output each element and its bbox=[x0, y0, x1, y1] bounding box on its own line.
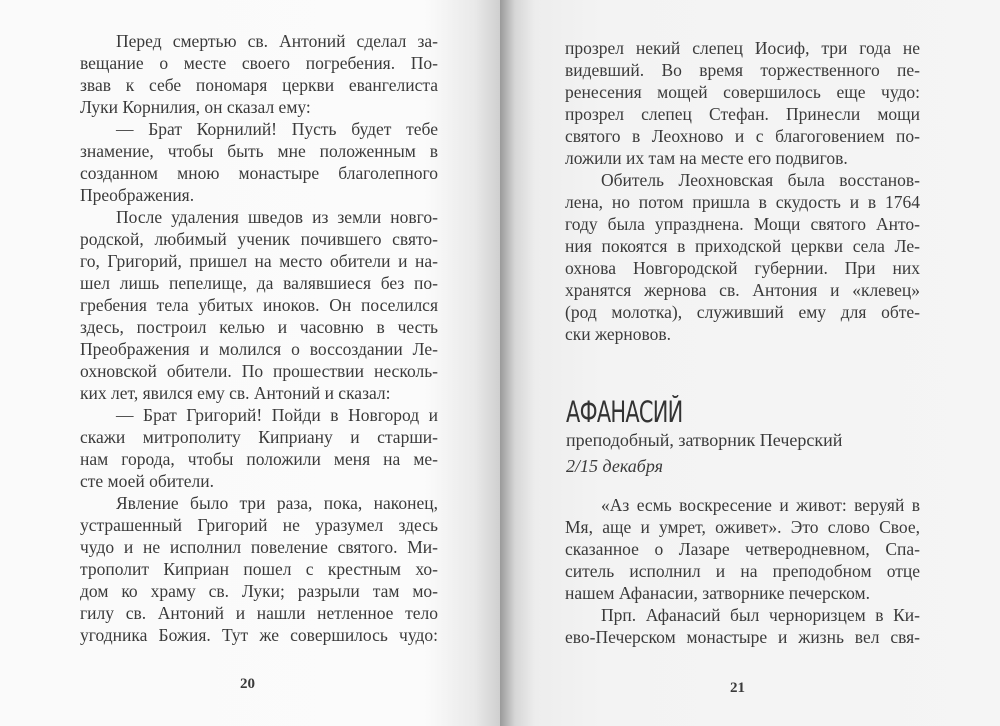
paragraph bbox=[80, 30, 438, 118]
text-line: дом ко храму св. Луки; разрыли там мо- bbox=[80, 581, 438, 601]
text-line: Прп. Афанасий был черноризцем в Ки- bbox=[601, 605, 920, 625]
page-number: 21 bbox=[730, 680, 745, 696]
paragraph bbox=[80, 118, 438, 206]
text-line: охнова Новгородской губернии. При них bbox=[565, 258, 920, 278]
text-line: Обитель Леохновская была восстанов- bbox=[601, 170, 920, 190]
text-line: — Брат Корнилий! Пусть будет тебе bbox=[116, 119, 438, 139]
right-page-text bbox=[565, 37, 920, 345]
text-line: устрашенный Григорий не уразумел здесь bbox=[80, 515, 438, 535]
text-line: родской, любимый ученик почившего свято- bbox=[80, 229, 438, 249]
text-line: звав к себе пономаря церкви евангелиста bbox=[80, 75, 438, 95]
text-line: Явление было три раза, пока, наконец, bbox=[116, 493, 438, 513]
text-line: знамение, чтобы быть мне положенным в bbox=[80, 141, 438, 161]
text-line: ево-Печерском монастыре и жизнь вел свя- bbox=[565, 627, 920, 647]
paragraph bbox=[80, 206, 438, 404]
text-line: году была упразднена. Мощи святого Анто- bbox=[565, 214, 920, 234]
paragraph bbox=[565, 494, 920, 604]
text-line: трополит Киприан пошел с крестным хо- bbox=[80, 559, 438, 579]
text-line: — Брат Григорий! Пойди в Новгород и bbox=[116, 405, 438, 425]
text-line: Перед смертью св. Антоний сделал за- bbox=[116, 31, 438, 51]
text-line: ситель исполнил и на преподобном отце bbox=[565, 561, 920, 581]
text-line: созданном мною монастыре благолепного bbox=[80, 163, 438, 183]
text-line: сте моей обители. bbox=[80, 471, 215, 491]
saint-heading: АФАНАСИЙ bbox=[566, 395, 683, 429]
saint-life-text bbox=[565, 494, 920, 648]
text-line: лена, но потом пришла в скудость и в 1764 bbox=[565, 192, 920, 212]
text-line: Преображения. bbox=[80, 185, 195, 205]
text-line: гилу св. Антоний и нашли нетленное тело bbox=[80, 603, 438, 623]
text-line: «Аз есмь воскресение и живот: веруяй в bbox=[601, 495, 920, 515]
text-line: нашем Афанасии, затворнике печерском. bbox=[565, 583, 871, 603]
saint-subtitle: преподобный, затворник Печерский bbox=[566, 430, 843, 450]
paragraph bbox=[565, 37, 920, 169]
text-line: сказанное о Лазаре четверодневном, Спа- bbox=[565, 539, 920, 559]
paragraph bbox=[80, 492, 438, 646]
text-line: ких лет, явился ему св. Антоний и сказал: bbox=[80, 383, 391, 403]
text-line: ски жерновов. bbox=[565, 324, 672, 344]
text-line: (род молотка), служивший ему для обте- bbox=[565, 302, 920, 322]
text-line: видевший. Во время торжественного пе- bbox=[565, 60, 920, 80]
paragraph bbox=[565, 169, 920, 345]
text-line: Луки Корнилия, он сказал ему: bbox=[80, 97, 311, 117]
text-line: здесь, построил келью и часовню в честь bbox=[80, 317, 438, 337]
text-line: хранятся жернова св. Антония и «клевец» bbox=[565, 280, 920, 300]
text-line: го, Григорий, пришел на место обители и на- bbox=[80, 251, 438, 271]
text-line: вещание о месте своего погребения. По- bbox=[80, 53, 438, 73]
text-line: святого в Леохново и с благоговением по- bbox=[565, 126, 920, 146]
left-page-text bbox=[80, 30, 438, 646]
feast-date: 2/15 декабря bbox=[566, 456, 663, 476]
text-line: ния покоятся в приходской церкви села Ле- bbox=[565, 236, 920, 256]
text-line: нам города, чтобы положили меня на ме- bbox=[80, 449, 438, 469]
text-line: гребения тела убитых иноков. Он поселился bbox=[80, 295, 438, 315]
text-line: прозрел слепец Стефан. Принесли мощи bbox=[565, 104, 920, 124]
text-line: угодника Божия. Тут же совершилось чудо: bbox=[80, 625, 438, 645]
text-line: охновской обители. По прошествии несколь- bbox=[80, 361, 438, 381]
paragraph bbox=[565, 604, 920, 648]
page-number: 20 bbox=[240, 676, 255, 692]
text-line: шел лишь пепелище, да валявшиеся без по- bbox=[80, 273, 438, 293]
text-line: После удаления шведов из земли новго- bbox=[116, 207, 438, 227]
text-line: чудо и не исполнил повеление святого. Ми- bbox=[80, 537, 438, 557]
text-line: ренесения мощей совершилось еще чудо: bbox=[565, 82, 920, 102]
text-line: ложили их там на месте его подвигов. bbox=[565, 148, 848, 168]
text-line: Мя, аще и умрет, оживет». Это слово Свое, bbox=[565, 517, 920, 537]
text-line: Преображения и молился о воссоздании Ле- bbox=[80, 339, 438, 359]
text-line: скажи митрополиту Киприану и старши- bbox=[80, 427, 438, 447]
text-line: прозрел некий слепец Иосиф, три года не bbox=[565, 38, 920, 58]
right-page bbox=[500, 0, 1000, 726]
paragraph bbox=[80, 404, 438, 492]
